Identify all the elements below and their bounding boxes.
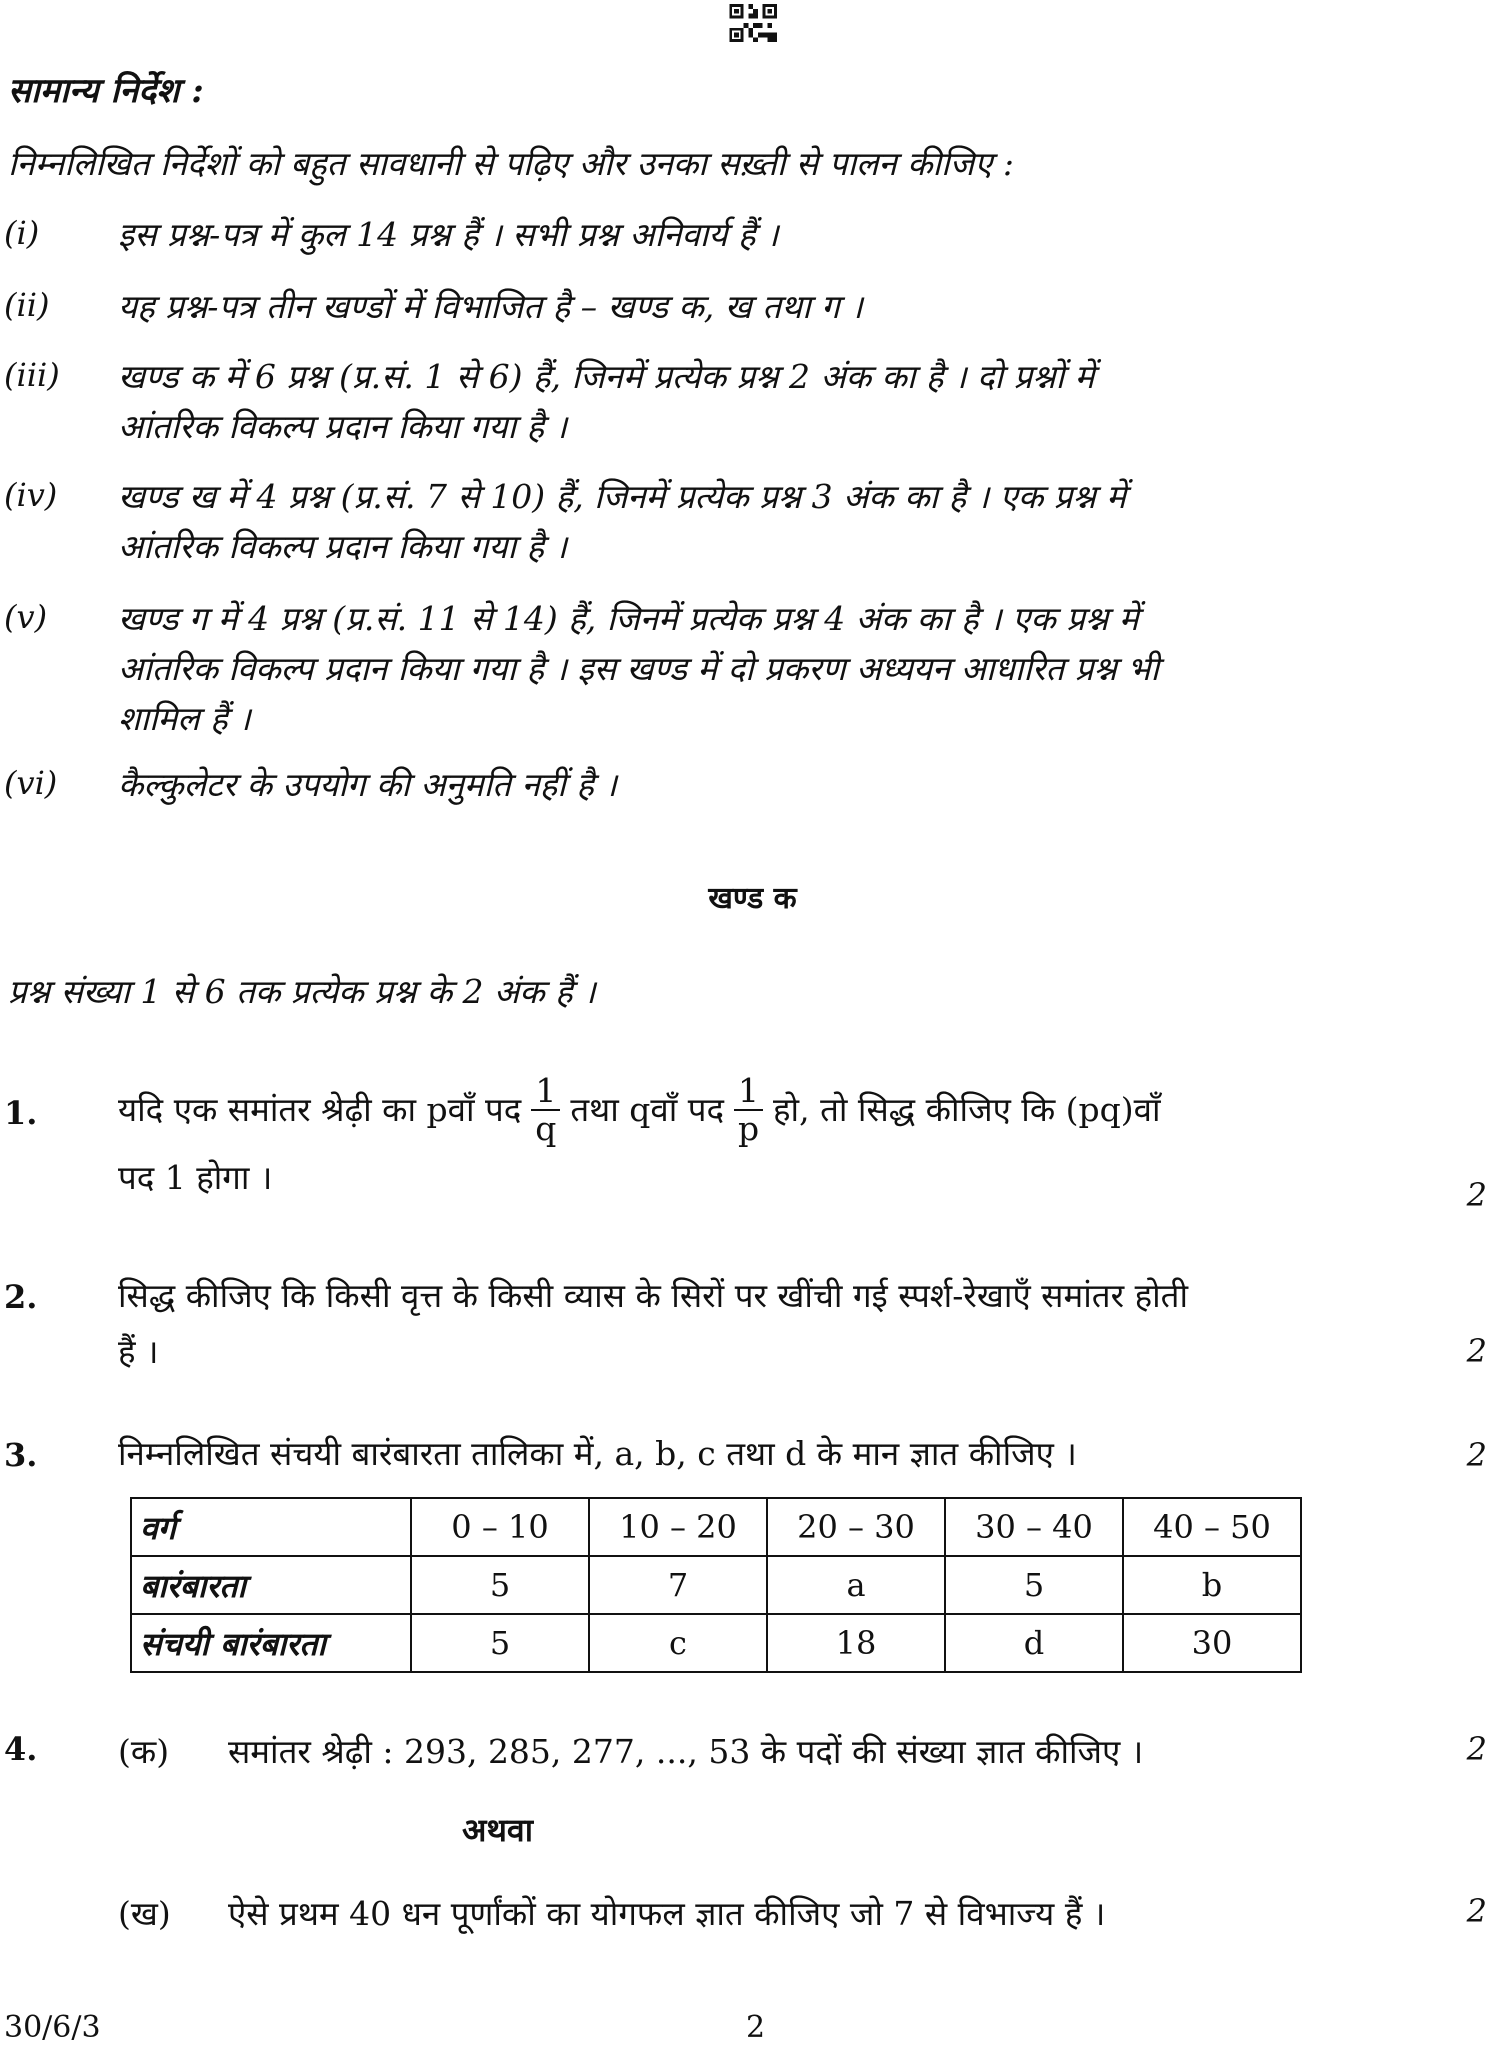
table-row-label: बारंबारता [131, 1556, 411, 1614]
question-line [118, 1070, 1418, 1150]
paper-code: 30/6/3 [4, 2010, 101, 2045]
fraction-1-over-p [734, 1070, 763, 1148]
qr-code-icon [728, 4, 778, 42]
table-cell: 30 [1123, 1614, 1301, 1672]
question-line: सिद्ध कीजिए कि किसी वृत्त के किसी व्यास के सिरों पर खींची गई स्पर्श-रेखाएँ समांतर होती [118, 1276, 1188, 1315]
table-cell: 7 [589, 1556, 767, 1614]
instruction-line: खण्ड ख में 4 प्रश्न (प्र.सं. 7 से 10) हैं, जिनमें प्रत्येक प्रश्न 3 अंक का है । एक प्रश्न में [118, 477, 1127, 516]
table-cell: a [767, 1556, 945, 1614]
table-row-label: संचयी बारंबारता [131, 1614, 411, 1672]
question-number: 2. [4, 1278, 38, 1316]
instruction-text [118, 472, 1438, 572]
question-text-part: तथा qवाँ पद [570, 1090, 725, 1129]
marks: 2 [1466, 1730, 1487, 1768]
instruction-text [118, 352, 1438, 452]
table-row [131, 1498, 1301, 1556]
marks: 2 [1466, 1332, 1487, 1370]
table-cell: 10 – 20 [589, 1498, 767, 1556]
instruction-number: (iii) [4, 356, 60, 394]
instruction-number: (v) [4, 598, 48, 636]
fraction-denominator: p [737, 1109, 760, 1148]
option-label: (ख) [118, 1894, 171, 1933]
table-cell: d [945, 1614, 1123, 1672]
instruction-line: आंतरिक विकल्प प्रदान किया गया है । इस खण्ड में दो प्रकरण अध्ययन आधारित प्रश्न भी [118, 649, 1160, 688]
question-number: 1. [4, 1094, 38, 1132]
instruction-line: आंतरिक विकल्प प्रदान किया गया है । [118, 407, 568, 446]
table-row [131, 1614, 1301, 1672]
fraction-numerator: 1 [531, 1073, 560, 1111]
question-line: हैं । [118, 1332, 159, 1371]
table-cell: 20 – 30 [767, 1498, 945, 1556]
instruction-number: (iv) [4, 476, 58, 514]
instruction-text [118, 210, 1438, 260]
instruction-number: (ii) [4, 286, 50, 324]
fraction-numerator: 1 [734, 1073, 763, 1111]
fraction-denominator: q [535, 1109, 557, 1148]
marks: 2 [1466, 1436, 1487, 1474]
table-cell: b [1123, 1556, 1301, 1614]
instruction-number: (i) [4, 214, 40, 252]
question-text-part: हो, तो सिद्ध कीजिए कि (pq)वाँ [773, 1090, 1161, 1129]
question-text-part: यदि एक समांतर श्रेढ़ी का pवाँ पद [118, 1090, 522, 1129]
general-instructions-title: सामान्य निर्देश : [8, 71, 204, 111]
instruction-text [118, 594, 1438, 744]
instruction-line: खण्ड ग में 4 प्रश्न (प्र.सं. 11 से 14) हैं, जिनमें प्रत्येक प्रश्न 4 अंक का है । एक प्रश्न में [118, 599, 1139, 638]
marks: 2 [1466, 1892, 1487, 1930]
instructions-intro: निम्नलिखित निर्देशों को बहुत सावधानी से पढ़िए और उनका सख़्ती से पालन कीजिए : [8, 144, 1014, 183]
instruction-line: शामिल हैं । [118, 699, 251, 738]
table-cell: c [589, 1614, 767, 1672]
question-4b-text: ऐसे प्रथम 40 धन पूर्णांकों का योगफल ज्ञात कीजिए जो 7 से विभाज्य हैं । [228, 1894, 1106, 1933]
instruction-line: आंतरिक विकल्प प्रदान किया गया है । [118, 527, 568, 566]
table-cell: 18 [767, 1614, 945, 1672]
section-note: प्रश्न संख्या 1 से 6 तक प्रत्येक प्रश्न के 2 अंक हैं । [8, 972, 596, 1011]
question-2-text [118, 1268, 1418, 1380]
question-1-text [118, 1070, 1418, 1206]
question-number: 4. [4, 1730, 38, 1768]
instruction-line: खण्ड क में 6 प्रश्न (प्र.सं. 1 से 6) हैं, जिनमें प्रत्येक प्रश्न 2 अंक का है । दो प्रश्नों में [118, 357, 1095, 396]
section-heading: खण्ड क [708, 881, 797, 916]
instruction-line: कैल्कुलेटर के उपयोग की अनुमति नहीं है । [118, 765, 617, 804]
marks: 2 [1466, 1176, 1487, 1214]
or-separator: अथवा [462, 1811, 533, 1849]
question-4a-text: समांतर श्रेढ़ी : 293, 285, 277, ..., 53 के पदों की संख्या ज्ञात कीजिए । [228, 1732, 1144, 1771]
question-line: पद 1 होगा । [118, 1158, 273, 1197]
table-row [131, 1556, 1301, 1614]
table-cell: 5 [945, 1556, 1123, 1614]
instruction-text [118, 760, 1438, 810]
fraction-1-over-q [531, 1070, 560, 1148]
table-cell: 40 – 50 [1123, 1498, 1301, 1556]
question-number: 3. [4, 1436, 38, 1474]
instruction-text [118, 282, 1438, 332]
table-cell: 30 – 40 [945, 1498, 1123, 1556]
page-number: 2 [746, 2010, 766, 2045]
instruction-line: इस प्रश्न-पत्र में कुल 14 प्रश्न हैं । सभी प्रश्न अनिवार्य हैं । [118, 215, 779, 254]
question-3-text: निम्नलिखित संचयी बारंबारता तालिका में, a, b, c तथा d के मान ज्ञात कीजिए । [118, 1434, 1077, 1473]
table-cell: 5 [411, 1556, 589, 1614]
option-label: (क) [118, 1732, 170, 1771]
instruction-line: यह प्रश्न-पत्र तीन खण्डों में विभाजित है – खण्ड क, ख तथा ग । [118, 287, 863, 326]
cumulative-frequency-table [130, 1497, 1302, 1673]
table-cell: 0 – 10 [411, 1498, 589, 1556]
instruction-number: (vi) [4, 764, 58, 802]
table-row-label: वर्ग [131, 1498, 411, 1556]
table-cell: 5 [411, 1614, 589, 1672]
